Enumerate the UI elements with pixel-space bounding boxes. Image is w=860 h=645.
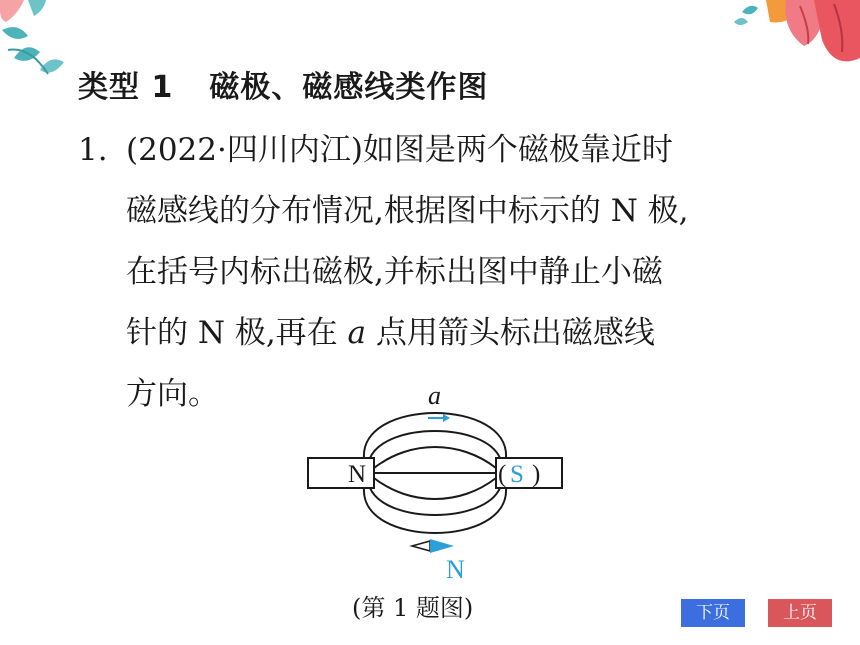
section-heading: 磁极、磁感线类作图 <box>209 70 489 105</box>
left-pole-label: N <box>348 461 367 488</box>
point-a-label: a <box>428 381 441 410</box>
right-pole-paren-close: ) <box>532 461 541 488</box>
point-a-variable: a <box>347 315 367 351</box>
problem-line-5: 方向。 <box>126 376 219 412</box>
problem-line-1: 1. (2022·四川内江)如图是两个磁极靠近时 <box>78 120 788 181</box>
magnetic-field-figure <box>300 378 570 588</box>
right-pole-answer: S <box>510 461 524 488</box>
problem-line-4: 针的 N 极,再在 a 点用箭头标出磁感线 <box>126 315 655 351</box>
leaf-decoration-right-icon <box>730 0 860 80</box>
figure-caption: (第 1 题图) <box>352 594 474 622</box>
compass-needle-icon <box>412 539 454 553</box>
previous-page-button[interactable]: 上页 <box>768 599 832 627</box>
next-page-button[interactable]: 下页 <box>681 599 745 627</box>
needle-n-label: N <box>446 555 465 584</box>
right-pole-paren-open: ( <box>498 461 507 488</box>
problem-number: 1. <box>78 132 108 168</box>
problem-line-2: 磁感线的分布情况,根据图中标示的 N 极, <box>126 193 689 229</box>
problem-line-3: 在括号内标出磁极,并标出图中静止小磁 <box>126 254 663 290</box>
section-title <box>78 62 488 106</box>
section-label: 类型 1 <box>78 70 174 105</box>
leaf-decoration-left-icon <box>0 0 80 90</box>
